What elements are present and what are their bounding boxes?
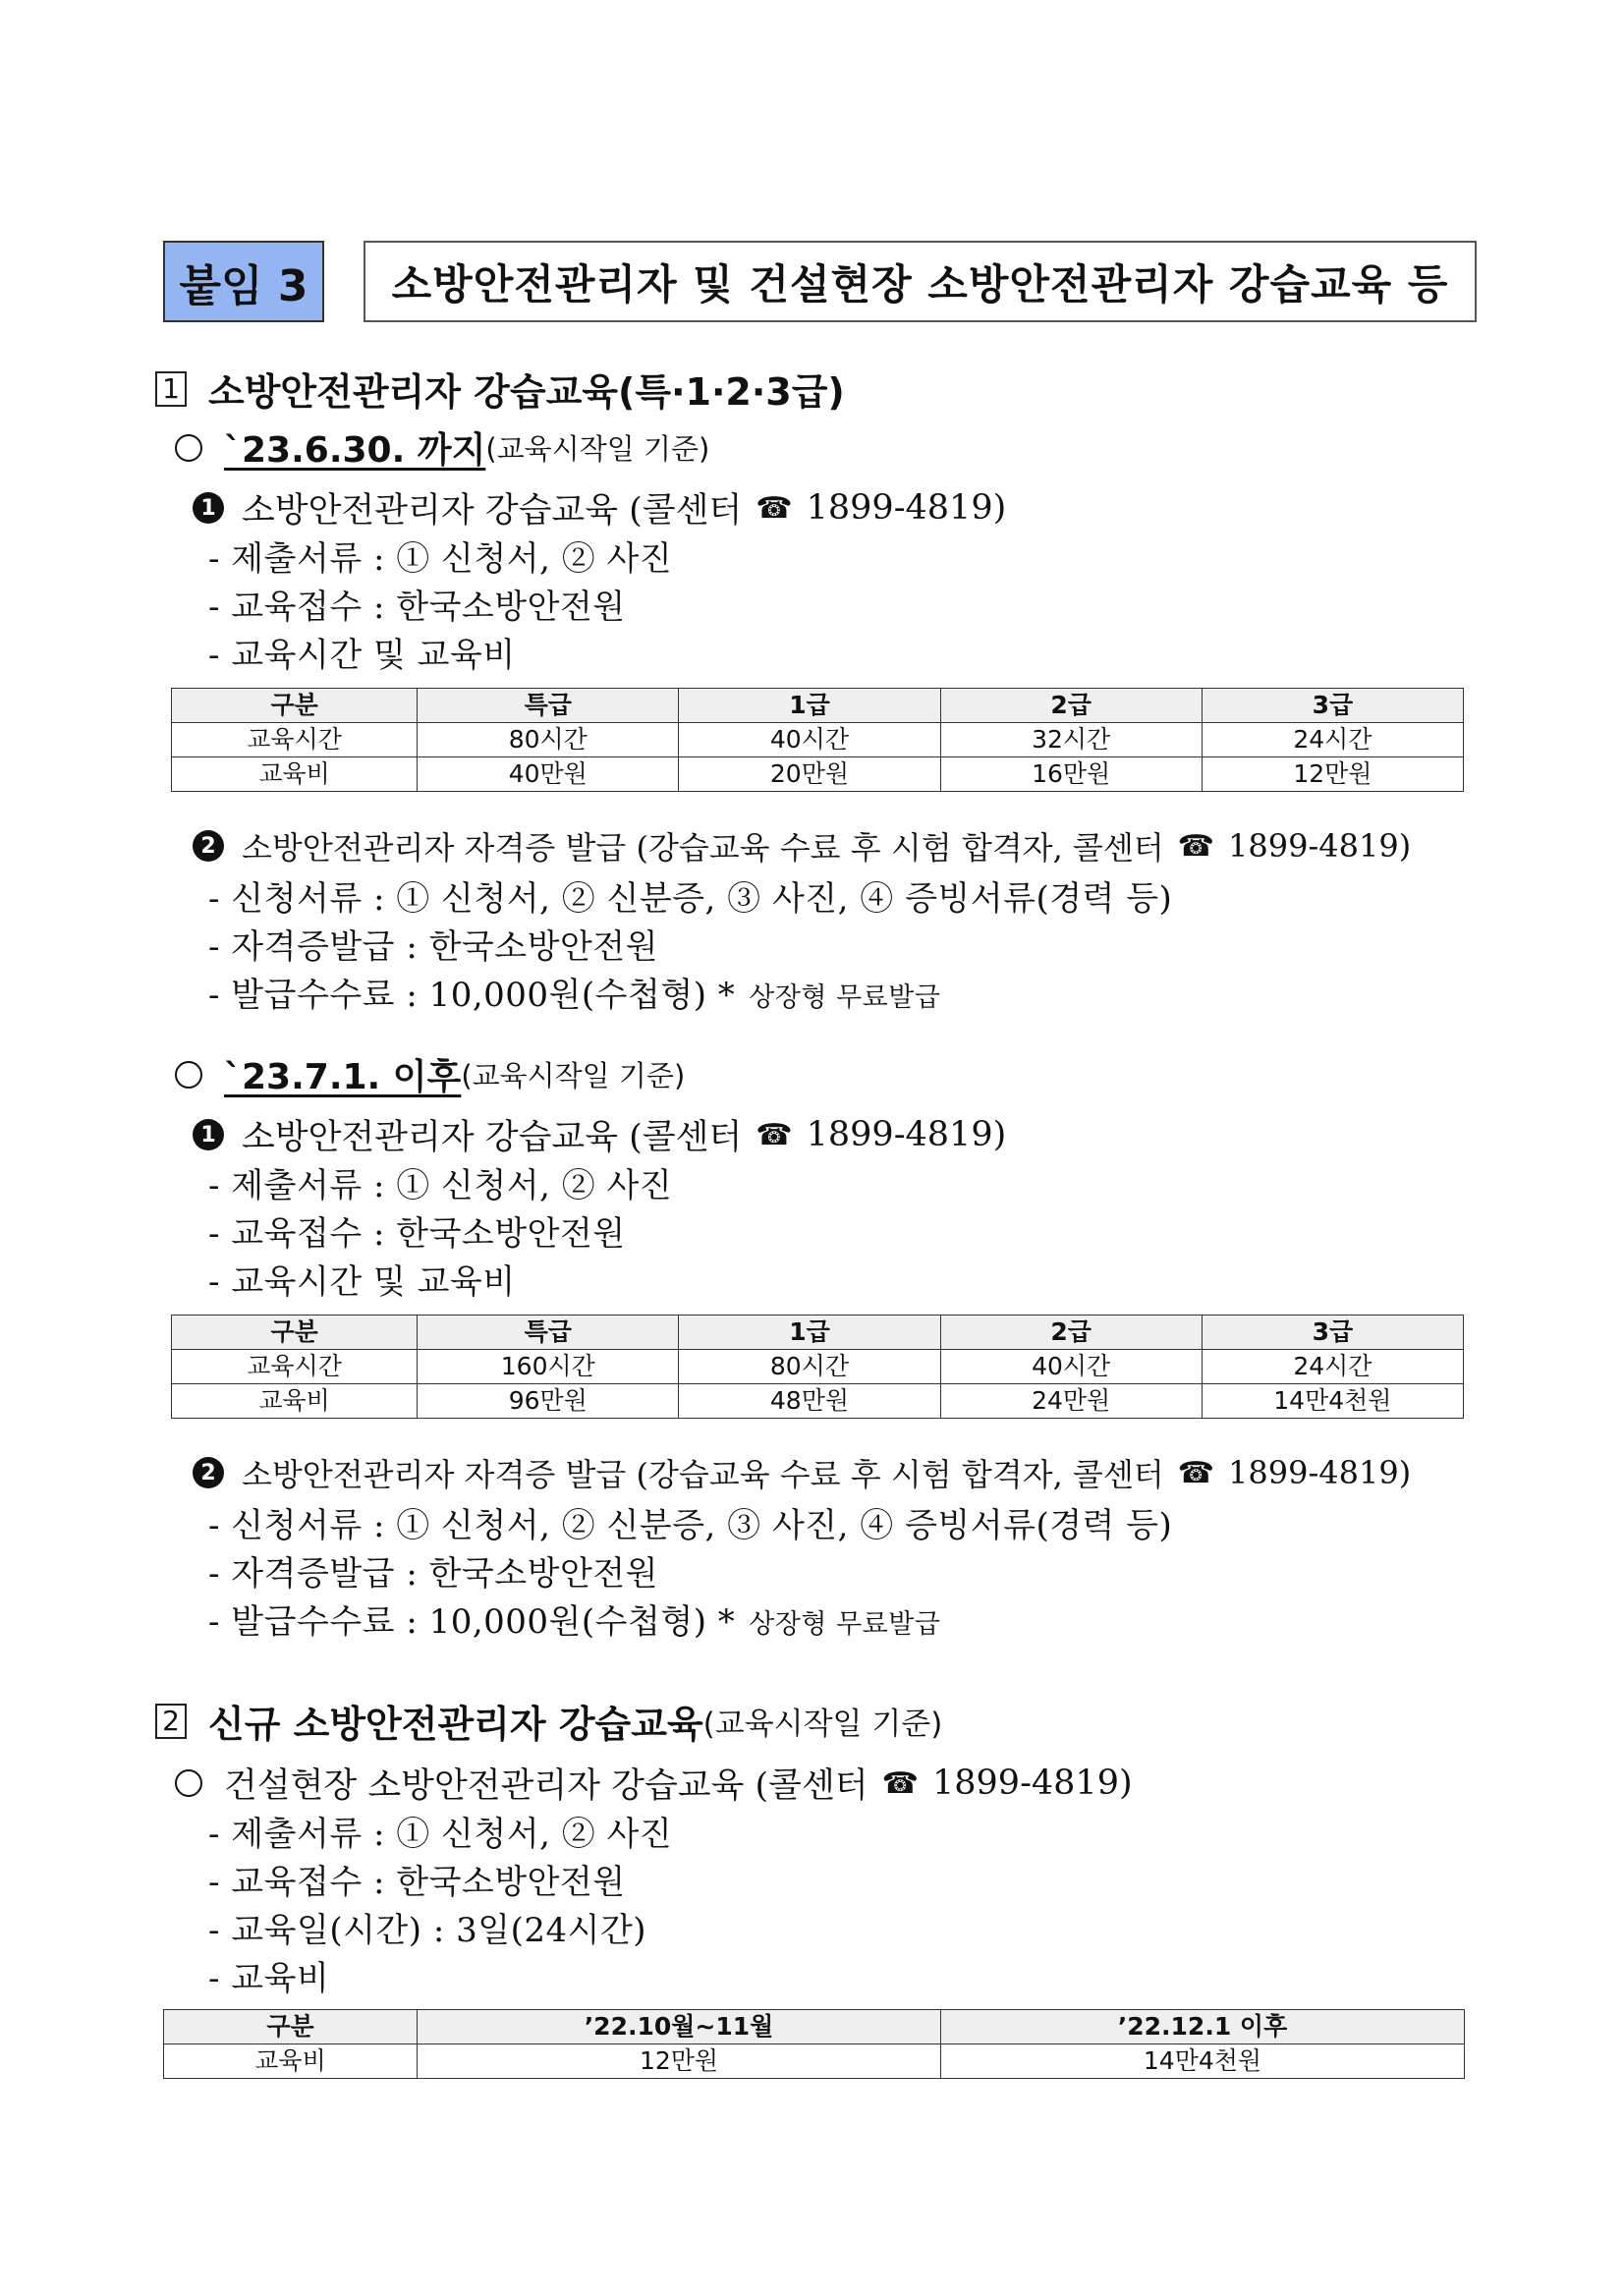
item-text: 소방안전관리자 강습교육 (콜센터 — [242, 1118, 743, 1157]
detail-line: - 제출서류 : ① 신청서, ② 사진 — [208, 539, 673, 579]
table-cell: 24시간 — [1202, 723, 1463, 757]
table-header-cell: 2급 — [940, 1316, 1202, 1350]
table-header-cell: 구분 — [164, 2010, 418, 2044]
period-a-date: `23.6.30. 까지 — [224, 430, 486, 471]
phone-icon: ☎ — [1177, 1455, 1215, 1490]
table-cell: 80시간 — [418, 723, 679, 757]
period-b-item-2 — [193, 1450, 1411, 1495]
detail-line: - 신청서류 : ① 신청서, ② 신분증, ③ 사진, ④ 증빙서류(경력 등) — [208, 1506, 1173, 1545]
fee-table-a — [171, 688, 1464, 792]
table-cell: 40시간 — [679, 723, 940, 757]
table-cell: 24만원 — [940, 1384, 1202, 1419]
table-row — [172, 757, 1464, 792]
item-text: 소방안전관리자 자격증 발급 (강습교육 수료 후 시험 합격자, 콜센터 — [242, 1456, 1164, 1493]
phone-icon: ☎ — [756, 1117, 793, 1152]
period-b-note: (교육시작일 기준) — [461, 1059, 686, 1092]
table-row — [172, 1350, 1464, 1384]
item-text: 건설현장 소방안전관리자 강습교육 (콜센터 — [224, 1766, 868, 1806]
table-header-cell: 구분 — [172, 689, 418, 723]
table-header-cell: 특급 — [418, 1316, 679, 1350]
detail-line: - 자격증발급 : 한국소방안전원 — [208, 1554, 658, 1594]
table-header-cell: 구분 — [172, 1316, 418, 1350]
table-row — [172, 723, 1464, 757]
table-cell: 교육비 — [172, 757, 418, 792]
section-1-heading — [155, 362, 845, 416]
circle-bullet-icon — [175, 1769, 202, 1797]
phone-icon: ☎ — [1177, 828, 1215, 864]
table-header-cell: 특급 — [418, 689, 679, 723]
table-cell: 20만원 — [679, 757, 940, 792]
detail-line: - 제출서류 : ① 신청서, ② 사진 — [208, 1166, 673, 1205]
table-header-cell: 3급 — [1202, 1316, 1463, 1350]
detail-line: - 교육접수 : 한국소방안전원 — [208, 588, 626, 627]
phone-number: 1899-4819) — [932, 1764, 1133, 1803]
table-cell: 40시간 — [940, 1350, 1202, 1384]
table-cell: 14만4천원 — [941, 2044, 1465, 2079]
phone-number: 1899-4819) — [1228, 827, 1412, 865]
table-row — [164, 2044, 1465, 2079]
item-text: 소방안전관리자 강습교육 (콜센터 — [242, 491, 743, 531]
detail-line: - 제출서류 : ① 신청서, ② 사진 — [208, 1815, 673, 1854]
document-title: 소방안전관리자 및 건설현장 소방안전관리자 강습교육 등 — [364, 241, 1477, 322]
phone-number: 1899-4819) — [806, 1115, 1007, 1154]
table-cell: 96만원 — [418, 1384, 679, 1419]
phone-icon: ☎ — [756, 490, 793, 526]
table-cell: 교육비 — [172, 1384, 418, 1419]
detail-line: - 교육일(시간) : 3일(24시간) — [208, 1911, 647, 1950]
period-a-note: (교육시작일 기준) — [485, 432, 710, 466]
period-b-date: `23.7.1. 이후 — [224, 1057, 462, 1097]
detail-line: - 자격증발급 : 한국소방안전원 — [208, 927, 658, 967]
table-cell: 48만원 — [679, 1384, 940, 1419]
section-2-title: 신규 소방안전관리자 강습교육 — [208, 1703, 703, 1746]
number-1-icon: 1 — [193, 1119, 224, 1150]
table-header-cell: 1급 — [679, 689, 940, 723]
detail-line: - 교육접수 : 한국소방안전원 — [208, 1863, 626, 1902]
fee-line — [208, 1595, 940, 1643]
detail-line: - 교육접수 : 한국소방안전원 — [208, 1214, 626, 1254]
detail-line: - 신청서류 : ① 신청서, ② 신분증, ③ 사진, ④ 증빙서류(경력 등) — [208, 879, 1173, 919]
number-2-icon: 2 — [193, 830, 224, 862]
section-number-box: 1 — [155, 371, 187, 407]
table-cell: 32시간 — [940, 723, 1202, 757]
table-header-cell: 2급 — [940, 689, 1202, 723]
fee-text: - 발급수수료 : 10,000원(수첩형) * — [208, 976, 736, 1015]
table-header-cell: ’22.12.1 이후 — [941, 2010, 1465, 2044]
circle-bullet-icon — [175, 434, 202, 462]
phone-number: 1899-4819) — [1228, 1454, 1412, 1491]
table-row — [172, 1384, 1464, 1419]
fee-table-b — [171, 1315, 1464, 1419]
table-cell: 16만원 — [940, 757, 1202, 792]
table-header-cell: ’22.10월~11월 — [418, 2010, 941, 2044]
item-text: 소방안전관리자 자격증 발급 (강습교육 수료 후 시험 합격자, 콜센터 — [242, 829, 1164, 867]
table-cell: 교육시간 — [172, 1350, 418, 1384]
period-a-heading — [175, 422, 709, 473]
table-cell: 12만원 — [418, 2044, 941, 2079]
table-cell: 12만원 — [1202, 757, 1463, 792]
phone-icon: ☎ — [881, 1765, 919, 1801]
period-a-item-2 — [193, 823, 1411, 868]
table-header-cell: 1급 — [679, 1316, 940, 1350]
table-cell: 80시간 — [679, 1350, 940, 1384]
fee-note: 상장형 무료발급 — [749, 1609, 941, 1640]
table-cell: 교육비 — [164, 2044, 418, 2079]
table-header-row — [172, 689, 1464, 723]
table-cell: 14만4천원 — [1202, 1384, 1463, 1419]
table-cell: 160시간 — [418, 1350, 679, 1384]
table-header-row — [164, 2010, 1465, 2044]
section-1-title: 소방안전관리자 강습교육(특·1·2·3급) — [208, 370, 845, 414]
attachment-badge: 붙임 3 — [163, 241, 324, 322]
number-1-icon: 1 — [193, 492, 224, 524]
section-2-note: (교육시작일 기준) — [702, 1707, 943, 1742]
section-number-box: 2 — [155, 1704, 187, 1739]
table-cell: 24시간 — [1202, 1350, 1463, 1384]
table-header-cell: 3급 — [1202, 689, 1463, 723]
phone-number: 1899-4819) — [806, 488, 1007, 528]
detail-line: - 교육시간 및 교육비 — [208, 1262, 516, 1302]
fee-note: 상장형 무료발급 — [749, 982, 941, 1013]
period-a-item-1 — [193, 483, 1006, 532]
table-cell: 교육시간 — [172, 723, 418, 757]
fee-line — [208, 968, 940, 1016]
section-2-heading — [155, 1694, 942, 1748]
section-2-item — [175, 1759, 1133, 1808]
number-2-icon: 2 — [193, 1457, 224, 1488]
detail-line: - 교육시간 및 교육비 — [208, 636, 516, 675]
table-cell: 40만원 — [418, 757, 679, 792]
fee-text: - 발급수수료 : 10,000원(수첩형) * — [208, 1602, 736, 1642]
period-b-heading — [175, 1049, 685, 1099]
table-header-row — [172, 1316, 1464, 1350]
fee-table-new — [163, 2009, 1465, 2079]
detail-line: - 교육비 — [208, 1959, 330, 1998]
period-b-item-1 — [193, 1110, 1006, 1159]
circle-bullet-icon — [175, 1061, 202, 1089]
